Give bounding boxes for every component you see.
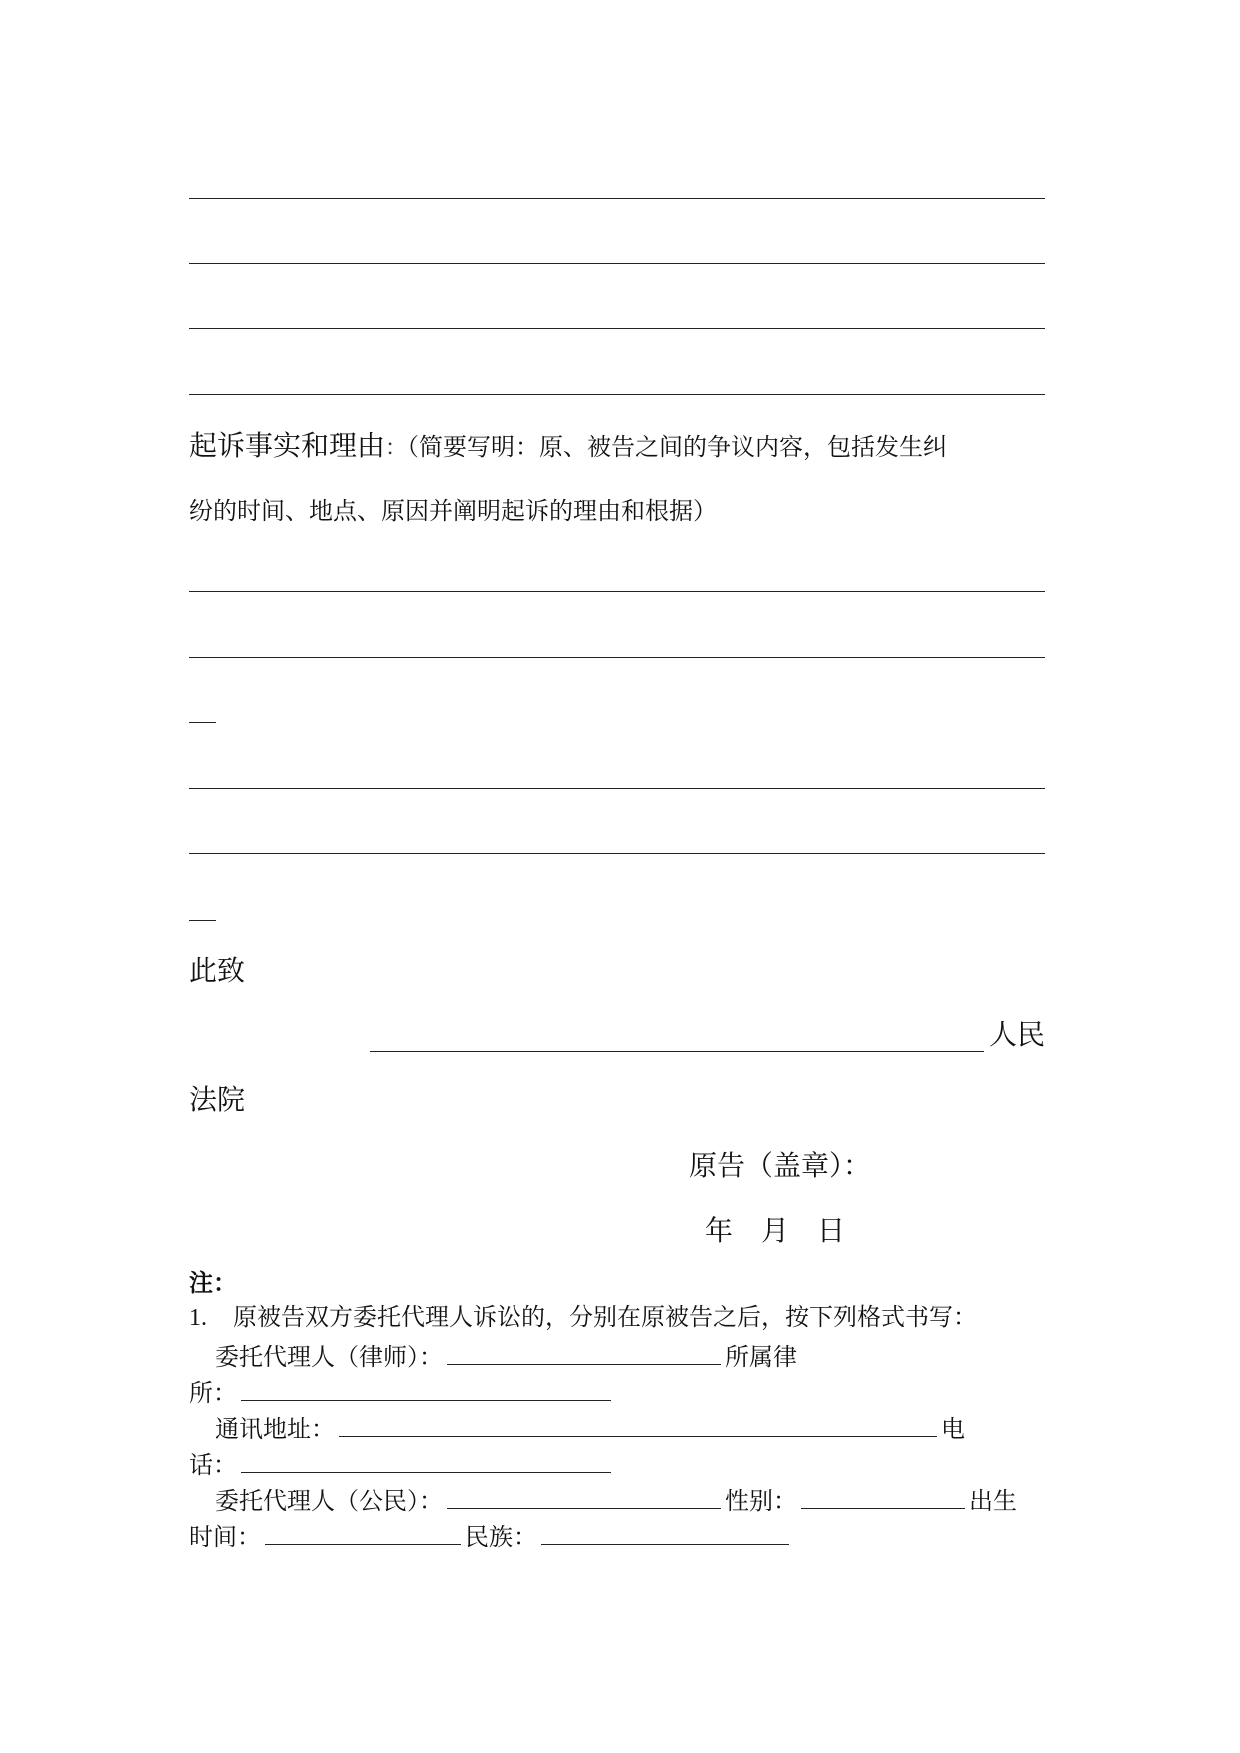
blank-line — [189, 198, 1045, 199]
agent-lawyer-label: 委托代理人（律师）： — [215, 1345, 443, 1371]
ethnicity-blank — [541, 1522, 789, 1545]
note-item-text: 原被告双方委托代理人诉讼的，分别在原被告之后，按下列格式书写： — [233, 1305, 977, 1331]
phone-blank — [241, 1450, 611, 1473]
facts-reasons-heading — [189, 429, 948, 462]
law-firm-label: 所属律 — [725, 1345, 797, 1371]
address-row — [215, 1414, 965, 1442]
instruction-line-2: 纷的时间、地点、原因并阐明起诉的理由和根据） — [189, 497, 717, 525]
agent-lawyer-row — [215, 1342, 797, 1370]
blank-line — [189, 657, 1045, 658]
phone-row — [189, 1450, 615, 1478]
birth-ethnicity-row — [189, 1522, 793, 1550]
phone-label: 电 — [941, 1417, 965, 1443]
blank-line — [189, 328, 1045, 329]
phone-label-cont: 话： — [189, 1453, 237, 1479]
blank-line — [189, 394, 1045, 395]
law-firm-blank — [241, 1378, 611, 1401]
agent-citizen-blank — [447, 1486, 721, 1509]
instruction-line-1: （简要写明：原、被告之间的争议内容，包括发生纠 — [407, 433, 948, 461]
agent-citizen-row — [215, 1486, 1017, 1514]
ethnicity-label: 民族： — [465, 1525, 537, 1551]
blank-line-stub — [189, 722, 216, 723]
agent-lawyer-blank — [447, 1342, 721, 1365]
notes-title: 注： — [189, 1271, 237, 1297]
law-firm-label-cont: 所： — [189, 1381, 237, 1407]
heading-colon: ： — [385, 436, 408, 461]
agent-citizen-label: 委托代理人（公民）： — [215, 1489, 443, 1515]
address-blank — [339, 1414, 937, 1437]
gender-blank — [801, 1486, 965, 1509]
note-item-1 — [189, 1306, 977, 1330]
salutation: 此致 — [189, 954, 246, 987]
plaintiff-seal-label: 原告（盖章）： — [689, 1151, 872, 1182]
court-name-blank — [370, 1051, 984, 1052]
blank-line — [189, 591, 1045, 592]
gender-label: 性别： — [725, 1489, 797, 1515]
blank-line — [189, 788, 1045, 789]
blank-line — [189, 263, 1045, 264]
blank-line — [189, 853, 1045, 854]
law-firm-row — [189, 1378, 615, 1406]
date-line: 年 月 日 — [705, 1216, 846, 1247]
blank-line-stub — [189, 920, 216, 921]
court-suffix-continued: 法院 — [189, 1083, 246, 1116]
birth-label: 出生 — [969, 1489, 1017, 1515]
note-item-number: 1. — [189, 1305, 207, 1331]
birth-label-cont: 时间： — [189, 1525, 261, 1551]
birth-blank — [265, 1522, 461, 1545]
facts-reasons-title: 起诉事实和理由 — [189, 429, 386, 462]
address-label: 通讯地址： — [215, 1417, 335, 1443]
court-suffix: 人民 — [989, 1018, 1046, 1051]
